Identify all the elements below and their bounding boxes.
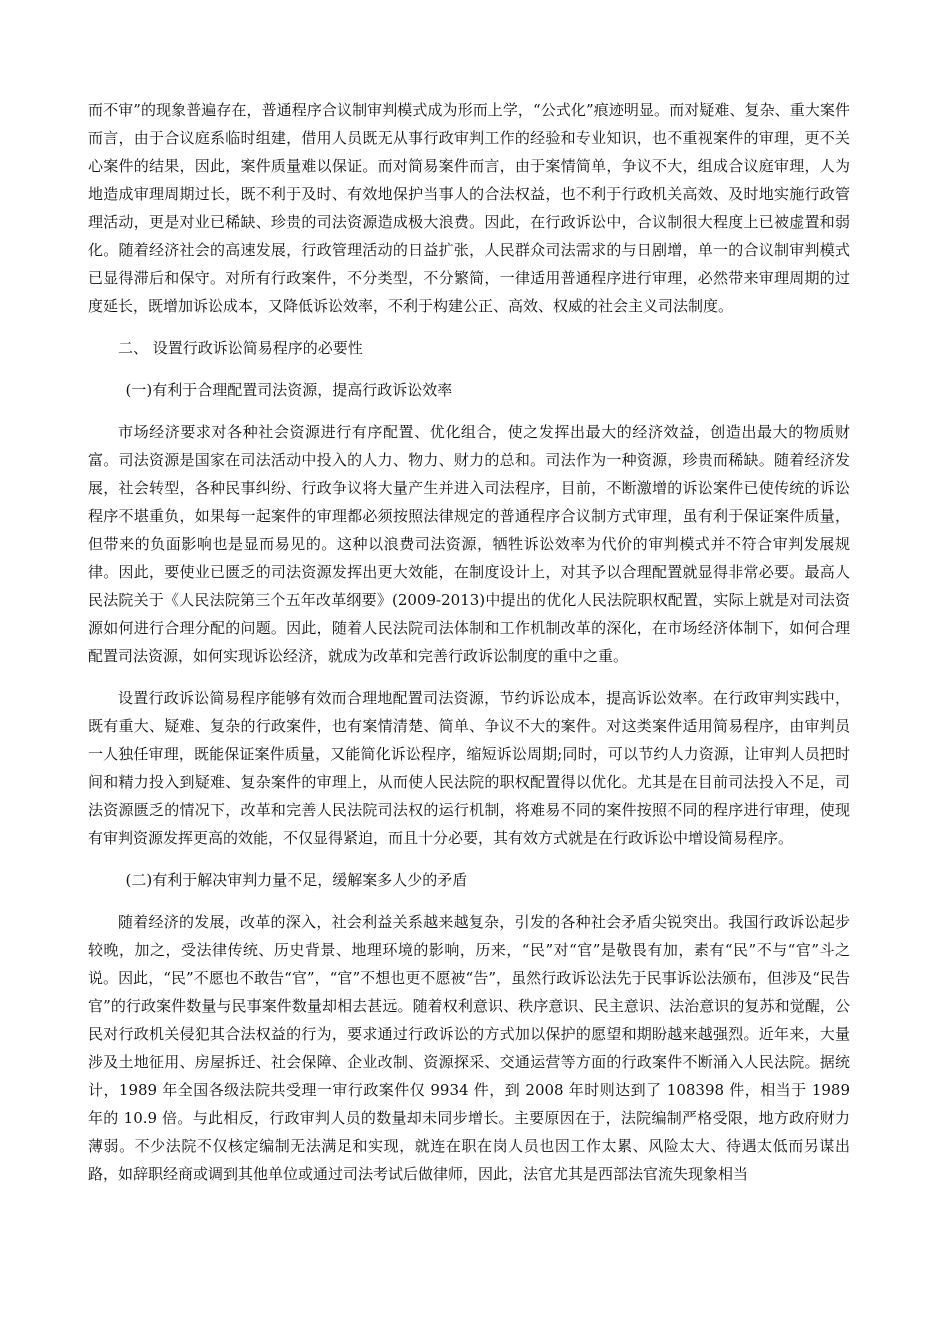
paragraph-economic-development: 随着经济的发展，改革的深入，社会利益关系越来越复杂，引发的各种社会矛盾尖锐突出。我国行政诉讼起步较晚，加之，受法律传统、历史背景、地理环境的影响，历来，“民”对“官”是敬畏有加，素有“民”不与“官”斗之说。因此，“民”不愿也不敢告“官”，“官”不想也更不愿被“告”，虽然行政诉讼法先于民事诉讼法颁布，但涉及“民告官”的行政案件数量与民事案件数量却相去甚远。随着权利意识、秩序意识、民主意识、法治意识的复苏和觉醒，公民对行政机关侵犯其合法权益的行为，要求通过行政诉讼的方式加以保护的愿望和期盼越来越强烈。近年来，大量涉及土地征用、房屋拆迁、社会保障、企业改制、资源探采、交通运营等方面的行政案件不断涌入人民法院。据统计，1989 年全国各级法院共受理一审行政案件仅 9934 件，到 2008 年时则达到了 108398 件，相当于 1989 年的 10.9 倍。与此相反，行政审判人员的数量却未同步增长。主要原因在于，法院编制严格受限，地方政府财力薄弱。不少法院不仅核定编制无法满足和实现，就连在职在岗人员也因工作太累、风险太大、待遇太低而另谋出路，如辞职经商或调到其他单位或通过司法考试后做律师，因此，法官尤其是西部法官流失现象相当 (88, 913, 850, 1183)
paragraph-simple-procedure: 设置行政诉讼简易程序能够有效而合理地配置司法资源，节约诉讼成本，提高诉讼效率。在行政审判实践中，既有重大、疑难、复杂的行政案件，也有案情清楚、简单、争议不大的案件。对这类案件适用简易程序，由审判员一人独任审理，既能保证案件质量，又能简化诉讼程序，缩短诉讼周期;同时，可以节约人力资源，让审判人员把时间和精力投入到疑难、复杂案件的审理上，从而使人民法院的职权配置得以优化。尤其是在目前司法投入不足，司法资源匮乏的情况下，改革和完善人民法院司法权的运行机制，将难易不同的案件按照不同的程序进行审理，使现有审判资源发挥更高的效能，不仅显得紧迫，而且十分必要，其有效方式就是在行政诉讼中增设简易程序。 (88, 689, 850, 847)
subsection-heading-one: (一)有利于合理配置司法资源，提高行政诉讼效率 (125, 381, 453, 399)
paragraph-market-economy: 市场经济要求对各种社会资源进行有序配置、优化组合，使之发挥出最大的经济效益，创造出最大的物质财富。司法资源是国家在司法活动中投入的人力、物力、财力的总和。司法作为一种资源，珍贵而稀缺。随着经济发展，社会转型，各种民事纠纷、行政争议将大量产生并进入司法程序，目前，不断激增的诉讼案件已使传统的诉讼程序不堪重负，如果每一起案件的审理都必须按照法律规定的普通程序合议制方式审理，虽有利于保证案件质量，但带来的负面影响也是显而易见的。这种以浪费司法资源，牺牲诉讼效率为代价的审判模式并不符合审判发展规律。因此，要使业已匮乏的司法资源发挥出更大效能，在制度设计上，对其予以合理配置就显得非常必要。最高人民法院关于《人民法院第三个五年改革纲要》(2009-2013)中提出的优化人民法院职权配置，实际上就是对司法资源如何进行合理分配的问题。因此，随着人民法院司法体制和工作机制改革的深化，在市场经济体制下，如何合理配置司法资源，如何实现诉讼经济，就成为改革和完善行政诉讼制度的重中之重。 (88, 423, 850, 665)
paragraph-intro: 而不审”的现象普遍存在，普通程序合议制审判模式成为形而上学，“公式化”痕迹明显。而对疑难、复杂、重大案件而言，由于合议庭系临时组建，借用人员既无从事行政审判工作的经验和专业知识，也不重视案件的审理，更不关心案件的结果，因此，案件质量难以保证。而对简易案件而言，由于案情简单，争议不大，组成合议庭审理，人为地造成审理周期过长，既不利于及时、有效地保护当事人的合法权益，也不利于行政机关高效、及时地实施行政管理活动，更是对业已稀缺、珍贵的司法资源造成极大浪费。因此，在行政诉讼中，合议制很大程度上已被虚置和弱化。随着经济社会的高速发展，行政管理活动的日益扩张，人民群众司法需求的与日剧增，单一的合议制审判模式已显得滞后和保守。对所有行政案件，不分类型，不分繁简，一律适用普通程序进行审理，必然带来审理周期的过度延长，既增加诉讼成本，又降低诉讼效率，不利于构建公正、高效、权威的社会主义司法制度。 (88, 101, 850, 315)
subsection-heading-two: (二)有利于解决审判力量不足，缓解案多人少的矛盾 (125, 871, 468, 889)
section-heading-two: 二、 设置行政诉讼简易程序的必要性 (118, 339, 363, 357)
document-page (88, 96, 850, 1202)
